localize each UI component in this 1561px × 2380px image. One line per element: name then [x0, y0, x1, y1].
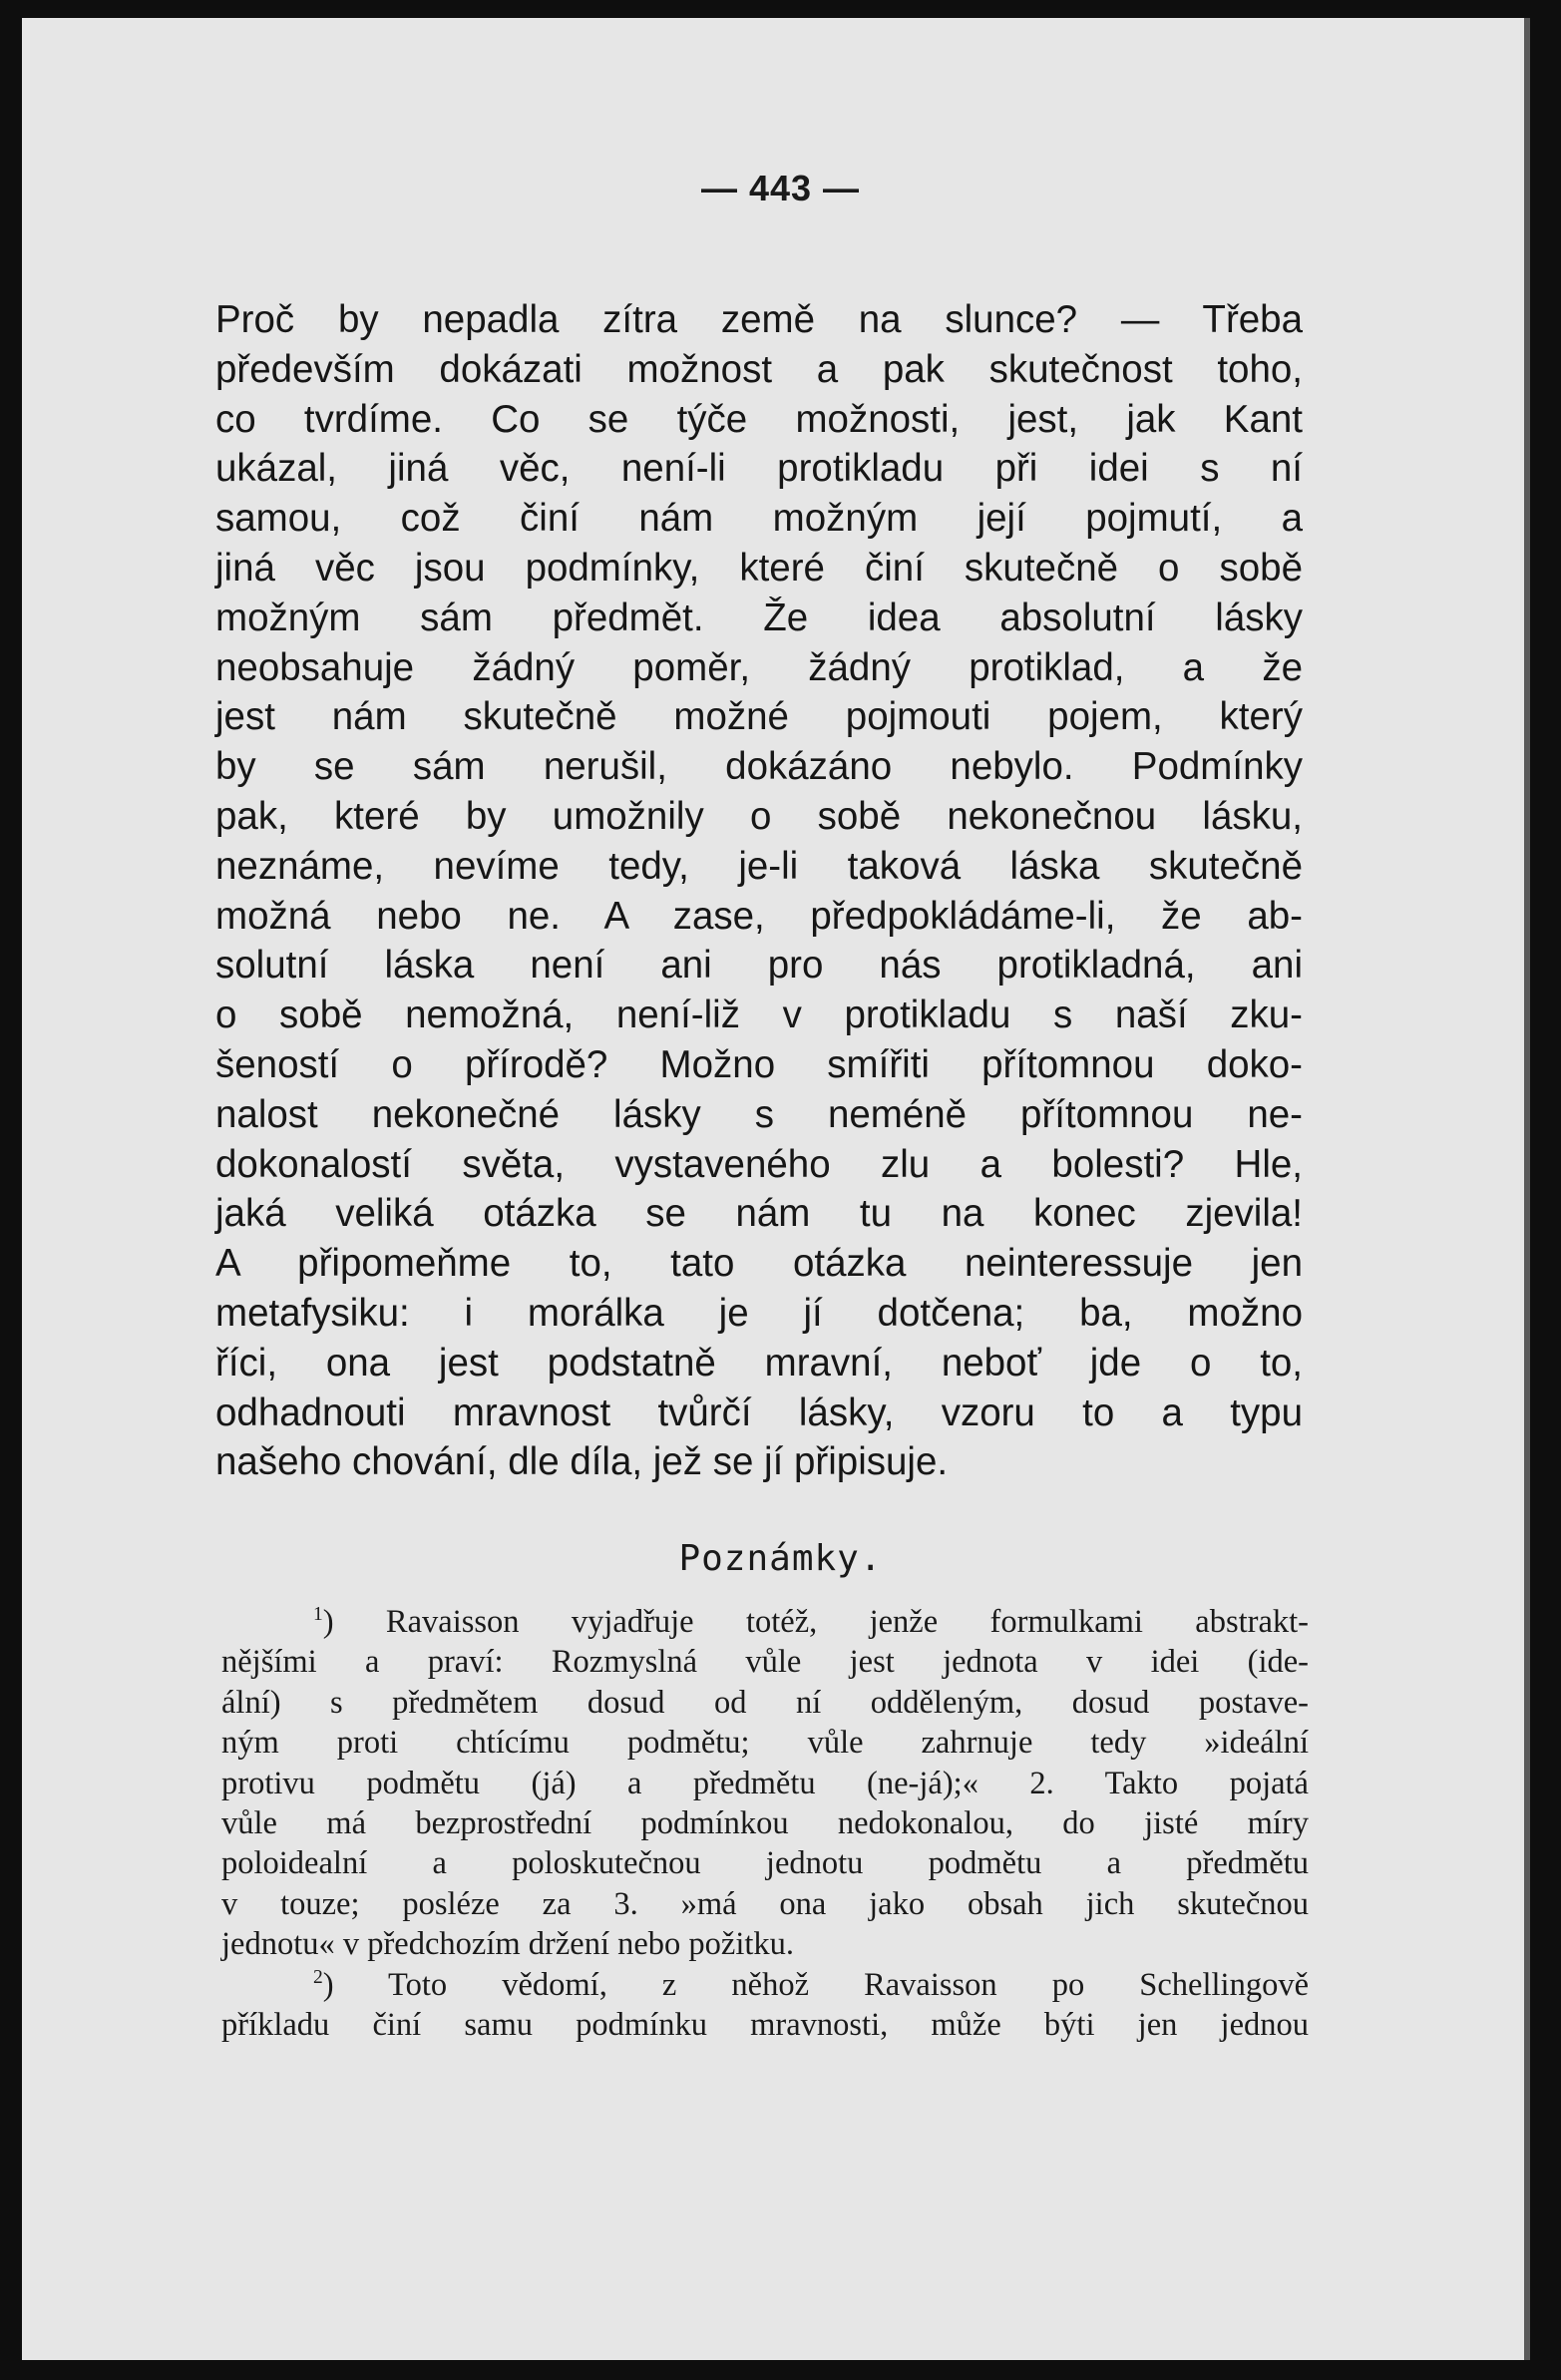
paragraph-line: o sobě nemožná, není-liž v protikladu s naší zku- — [215, 993, 1303, 1037]
paragraph-line: jiná věc jsou podmínky, které činí skutečně o sobě — [215, 546, 1303, 590]
footnote-line: v touze; posléze za 3. »má ona jako obsah jich skutečnou — [221, 1885, 1309, 1922]
paragraph-line: ukázal, jiná věc, není-li protikladu při idei s ní — [215, 447, 1303, 491]
footnote-marker: 2 — [313, 1966, 323, 1988]
paragraph-line: A připomeňme to, tato otázka neinteressuje jen — [215, 1242, 1303, 1286]
paragraph-line: samou, což činí nám možným její pojmutí, a — [215, 497, 1303, 541]
footnote-line: vůle má bezprostřední podmínkou nedokonalou, do jisté míry — [221, 1805, 1309, 1842]
paragraph-line: jest nám skutečně možné pojmouti pojem, který — [215, 695, 1303, 739]
footnote-line: jednotu« v předchozím držení nebo požitku. — [221, 1926, 795, 1963]
paragraph-line: jaká veliká otázka se nám tu na konec zjevila! — [215, 1192, 1303, 1236]
footnote-line: ným proti chtícímu podmětu; vůle zahrnuje tedy »ideální — [221, 1725, 1309, 1762]
footnote-line: poloidealní a poloskutečnou jednotu podmětu a předmětu — [221, 1845, 1309, 1882]
paragraph-line: neznáme, nevíme tedy, je-li taková láska skutečně — [215, 844, 1303, 888]
footnote-line — [221, 1602, 1309, 1642]
footnote-line: příkladu činí samu podmínku mravnosti, může býti jen jednou — [221, 2007, 1309, 2044]
footnote-text: ) Toto vědomí, z něhož Ravaisson po Schellingově — [322, 1966, 1309, 2003]
paragraph-line: šeností o přírodě? Možno smířiti přítomnou doko- — [215, 1042, 1303, 1086]
paragraph-line: neobsahuje žádný poměr, žádný protiklad, a že — [215, 645, 1303, 689]
footnote-line: ální) s předmětem dosud od ní odděleným, dosud postave- — [221, 1684, 1309, 1721]
footnote-line: nějšími a praví: Rozmyslná vůle jest jednota v idei (ide- — [221, 1644, 1309, 1681]
paragraph-line: co tvrdíme. Co se týče možnosti, jest, jak Kant — [215, 397, 1303, 441]
paragraph-line: nalost nekonečné lásky s neméně přítomnou ne- — [215, 1092, 1303, 1136]
paragraph-line: našeho chování, dle díla, jež se jí připisuje. — [215, 1440, 949, 1484]
paragraph-line: metafysiku: i morálka je jí dotčena; ba, možno — [215, 1291, 1303, 1335]
paragraph-line: možná nebo ne. A zase, předpokládáme-li, že ab- — [215, 894, 1303, 938]
paragraph-line: především dokázati možnost a pak skutečnost toho, — [215, 347, 1303, 391]
main-paragraph — [215, 295, 1303, 1487]
paragraph-line: odhadnouti mravnost tvůrčí lásky, vzoru to a typu — [215, 1390, 1303, 1434]
paragraph-line: by se sám nerušil, dokázáno nebylo. Podmínky — [215, 745, 1303, 789]
footnote-marker: 1 — [313, 1604, 323, 1626]
paragraph-line: Proč by nepadla zítra země na slunce? — Třeba — [215, 298, 1303, 341]
paragraph-line: pak, které by umožnily o sobě nekonečnou lásku, — [215, 794, 1303, 838]
paragraph-line: solutní láska není ani pro nás protikladná, ani — [215, 944, 1303, 988]
paragraph-line: možným sám předmět. Že idea absolutní lásky — [215, 595, 1303, 639]
footnote-line — [221, 1965, 1309, 2005]
footnote-line: protivu podmětu (já) a předmětu (ne-já);« 2. Takto pojatá — [221, 1765, 1309, 1801]
notes-heading: Poznámky. — [678, 1538, 883, 1579]
footnote-text: ) Ravaisson vyjadřuje totéž, jenže formulkami abstrakt- — [322, 1604, 1309, 1640]
paragraph-line: říci, ona jest podstatně mravní, neboť jde o to, — [215, 1341, 1303, 1385]
paragraph-line: dokonalostí světa, vystaveného zlu a bolesti? Hle, — [215, 1142, 1303, 1186]
page-number: — 443 — — [700, 168, 861, 208]
footnotes — [221, 1602, 1309, 2045]
